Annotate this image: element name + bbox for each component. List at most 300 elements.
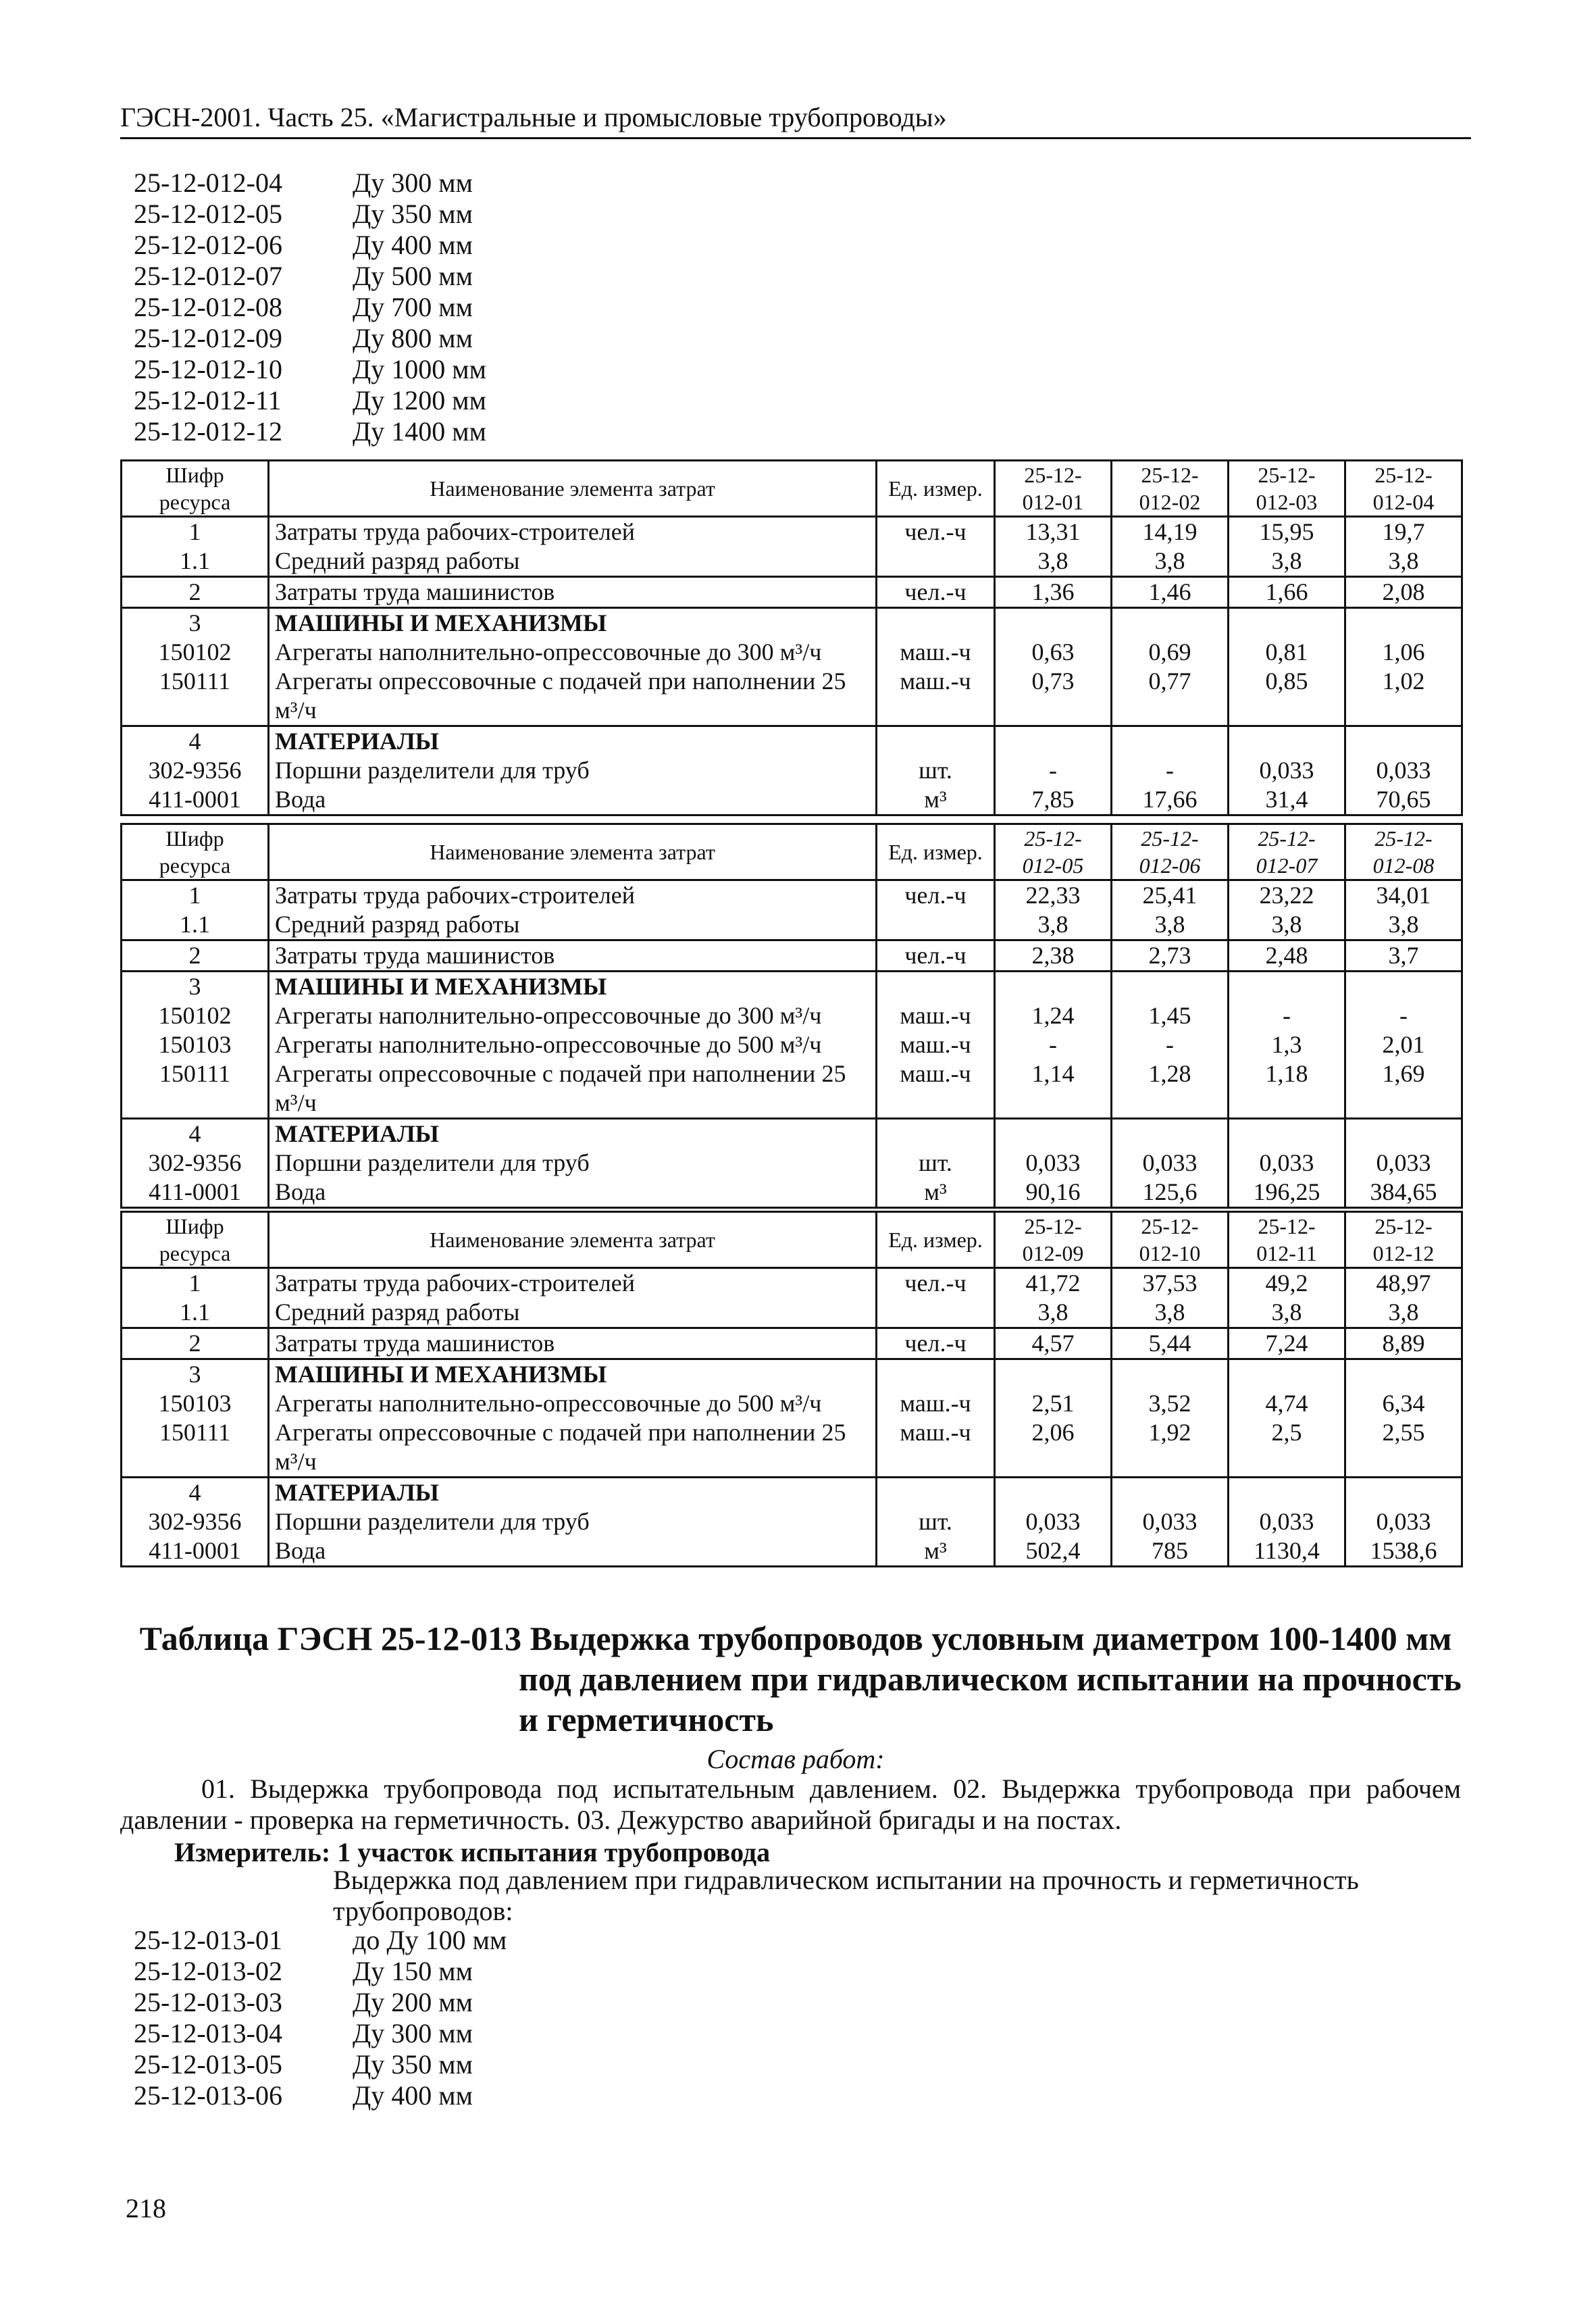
table-row [122,726,1462,757]
value-cell: 0,77 [1112,667,1229,726]
value-cell: 2,55 [1345,1418,1462,1478]
resource-cipher: 4 [122,1119,269,1149]
unit-cell: шт. [877,1149,995,1178]
diameter-label: Ду 500 мм [353,261,473,291]
value-cell [1229,726,1345,757]
value-cell: 5,44 [1112,1328,1229,1359]
unit-cell: маш.-ч [877,1418,995,1478]
value-cell: 196,25 [1229,1178,1345,1208]
value-cell [995,1478,1112,1508]
value-cell: 7,85 [995,785,1112,815]
norm-code-line2: 012-01 [1022,490,1084,514]
value-cell [995,1119,1112,1149]
cost-element-name: МАШИНЫ И МЕХАНИЗМЫ [269,608,877,638]
measure-description: Выдержка под давлением при гидравлическом испытании на прочность и герметичность трубопроводов: [333,1865,1359,1926]
cost-element-name: Агрегаты наполнительно-опрессовочные до 500 м³/ч [269,1389,877,1418]
value-cell: 0,033 [1112,1507,1229,1536]
resource-code: 25-12-012-07 [134,261,282,291]
resource-code: 25-12-013-02 [134,1956,282,1986]
value-cell: 2,08 [1345,577,1462,608]
value-cell: 13,31 [995,517,1112,547]
diameter-label: Ду 400 мм [353,230,473,260]
value-cell: 1,66 [1229,577,1345,608]
norm-code-line1: 25-12- [1374,463,1433,487]
value-cell: 1,92 [1112,1418,1229,1478]
cost-element-name: Затраты труда рабочих-строителей [269,517,877,547]
value-cell: 1,14 [995,1059,1112,1119]
cost-element-name: Затраты труда рабочих-строителей [269,880,877,911]
norm-code-line1: 25-12- [1258,1214,1316,1238]
value-cell: 3,8 [1229,910,1345,940]
norm-code-line2: 012-03 [1256,490,1318,514]
unit-cell: чел.-ч [877,880,995,911]
diameter-label: Ду 700 мм [353,292,473,322]
value-cell: 0,033 [1345,756,1462,785]
diameter-label: Ду 300 мм [353,2018,473,2048]
table-row [122,756,1462,785]
code-row [134,2049,507,2080]
code-row [134,1925,507,1956]
resource-cipher: 150102 [122,1001,269,1030]
table-row [122,972,1462,1002]
norm-code-header [1345,824,1462,880]
diameter-label: Ду 300 мм [353,168,473,198]
norm-code-line1: 25-12- [1141,463,1199,487]
resource-cipher: 411-0001 [122,1178,269,1208]
value-cell: 7,24 [1229,1328,1345,1359]
resource-code: 25-12-013-01 [134,1925,282,1955]
resource-cipher: 150111 [122,1418,269,1478]
unit-cell: маш.-ч [877,1001,995,1030]
value-cell: 34,01 [1345,880,1462,911]
code-row [134,1987,507,2018]
value-cell: 2,5 [1229,1418,1345,1478]
value-cell: 3,8 [1229,1298,1345,1328]
resource-code: 25-12-012-10 [134,354,282,384]
diameter-label: Ду 1000 мм [353,354,486,384]
norm-code-header [995,461,1112,517]
value-cell: 3,8 [995,1298,1112,1328]
code-row [134,168,486,199]
value-cell: 0,033 [1345,1507,1462,1536]
value-cell: 3,8 [995,547,1112,577]
value-cell: 3,8 [995,910,1112,940]
table-row [122,1178,1462,1208]
resource-cipher: 1.1 [122,547,269,577]
value-cell: 3,8 [1112,910,1229,940]
value-cell: 2,48 [1229,940,1345,972]
table-row [122,1507,1462,1536]
resource-code: 25-12-013-06 [134,2080,282,2111]
value-cell: 3,8 [1345,547,1462,577]
value-cell: 1,3 [1229,1030,1345,1059]
table-row [122,940,1462,972]
code-row [134,261,486,292]
work-composition-label: Состав работ: [706,1744,885,1774]
cipher-header [122,824,269,880]
value-cell [995,726,1112,757]
value-cell [1345,608,1462,638]
unit-cell [877,1478,995,1508]
norm-code-header [995,824,1112,880]
resource-cipher: 3 [122,608,269,638]
unit-cell: маш.-ч [877,638,995,667]
value-cell: 1130,4 [1229,1536,1345,1567]
table-row [122,1328,1462,1359]
unit-cell [877,910,995,940]
value-cell: - [1345,1001,1462,1030]
code-row [134,199,486,230]
value-cell: 2,38 [995,940,1112,972]
cost-element-name: Средний разряд работы [269,547,877,577]
code-row [134,385,486,416]
value-cell: 1,36 [995,577,1112,608]
value-cell: 0,033 [1112,1149,1229,1178]
value-cell [995,972,1112,1002]
table-row [122,1001,1462,1030]
norm-code-line2: 012-04 [1372,490,1435,514]
running-header: ГЭСН-2001. Часть 25. «Магистральные и промысловые трубопроводы» [120,101,1471,139]
resource-cipher: 4 [122,726,269,757]
diameter-label: Ду 150 мм [353,1956,473,1986]
resource-cipher: 150102 [122,638,269,667]
measure-unit: Измеритель: 1 участок испытания трубопровода [174,1837,771,1867]
resource-cipher: 150103 [122,1030,269,1059]
code-row [134,416,486,447]
resource-code: 25-12-012-06 [134,230,282,260]
unit-cell [877,1359,995,1390]
resource-cipher: 1 [122,1268,269,1299]
resource-cipher: 302-9356 [122,756,269,785]
value-cell: - [995,1030,1112,1059]
diameter-label: Ду 800 мм [353,323,473,353]
value-cell [1112,972,1229,1002]
resource-cipher: 302-9356 [122,1507,269,1536]
value-cell: 0,85 [1229,667,1345,726]
value-cell: 19,7 [1345,517,1462,547]
resource-cipher: 411-0001 [122,785,269,815]
resource-cipher: 150103 [122,1389,269,1418]
value-cell [995,608,1112,638]
value-cell: 0,033 [1229,756,1345,785]
value-cell [1112,1359,1229,1390]
diameter-label: Ду 200 мм [353,1987,473,2017]
value-cell: 0,033 [1345,1149,1462,1178]
norm-code-header [1345,1212,1462,1268]
resource-cipher: 2 [122,577,269,608]
value-cell: 41,72 [995,1268,1112,1299]
cost-element-name: Затраты труда машинистов [269,940,877,972]
table-row [122,1359,1462,1390]
unit-cell: шт. [877,1507,995,1536]
name-header: Наименование элемента затрат [269,461,877,517]
value-cell: 785 [1112,1536,1229,1567]
value-cell: 31,4 [1229,785,1345,815]
cipher-header [122,461,269,517]
unit-cell: маш.-ч [877,667,995,726]
norm-code-line2: 012-02 [1139,490,1201,514]
norm-code-line1: 25-12- [1258,826,1316,851]
resource-cipher: 150111 [122,1059,269,1119]
resource-cipher: 2 [122,940,269,972]
page-number: 218 [126,2193,166,2223]
value-cell [1345,1359,1462,1390]
value-cell: - [1229,1001,1345,1030]
resource-code: 25-12-012-11 [134,385,282,416]
codes-list-bottom [134,1925,507,2111]
resource-code: 25-12-013-03 [134,1987,282,2017]
value-cell [1345,1119,1462,1149]
value-cell: 3,7 [1345,940,1462,972]
table-row [122,1536,1462,1567]
value-cell: 1,02 [1345,667,1462,726]
norm-code-header [1229,1212,1345,1268]
value-cell: 0,033 [1229,1149,1345,1178]
table-header-row [122,1212,1462,1268]
table-row [122,1389,1462,1418]
diameter-label: до Ду 100 мм [353,1925,507,1955]
value-cell: 6,34 [1345,1389,1462,1418]
value-cell: 90,16 [995,1178,1112,1208]
name-header: Наименование элемента затрат [269,1212,877,1268]
cipher-header [122,1212,269,1268]
value-cell: 3,52 [1112,1389,1229,1418]
unit-cell [877,972,995,1002]
value-cell: 1,46 [1112,577,1229,608]
value-cell: 1,69 [1345,1059,1462,1119]
norm-code-header [1112,461,1229,517]
resource-cipher: 302-9356 [122,1149,269,1178]
cipher-header-line1: Шифр [165,463,224,487]
value-cell: 1538,6 [1345,1536,1462,1567]
norm-code-line1: 25-12- [1024,1214,1082,1238]
value-cell: 37,53 [1112,1268,1229,1299]
unit-cell: маш.-ч [877,1030,995,1059]
cost-element-name: Агрегаты опрессовочные с подачей при наполнении 25 м³/ч [269,1059,877,1119]
unit-cell: м³ [877,1178,995,1208]
value-cell: 3,8 [1112,547,1229,577]
cost-element-name: Вода [269,785,877,815]
value-cell: 23,22 [1229,880,1345,911]
table-row [122,1268,1462,1299]
cipher-header-line1: Шифр [165,1214,224,1238]
code-row [134,354,486,385]
norm-code-line1: 25-12- [1141,1214,1199,1238]
resource-cipher: 1 [122,517,269,547]
norm-code-line1: 25-12- [1374,826,1433,851]
value-cell: 2,01 [1345,1030,1462,1059]
cost-element-name: Агрегаты наполнительно-опрессовочные до 300 м³/ч [269,638,877,667]
resource-cipher: 1.1 [122,1298,269,1328]
resource-cipher: 3 [122,972,269,1002]
cipher-header-line2: ресурса [159,490,231,514]
cost-element-name: МАШИНЫ И МЕХАНИЗМЫ [269,972,877,1002]
table-row [122,547,1462,577]
table-row [122,1030,1462,1059]
value-cell: 3,8 [1345,910,1462,940]
cost-element-name: Поршни разделители для труб [269,1149,877,1178]
value-cell [1345,1478,1462,1508]
unit-cell: м³ [877,785,995,815]
value-cell [1229,1359,1345,1390]
value-cell: 0,73 [995,667,1112,726]
norm-code-header [1345,461,1462,517]
diameter-label: Ду 1400 мм [353,416,486,447]
value-cell [1112,726,1229,757]
value-cell: 1,24 [995,1001,1112,1030]
cost-element-name: Затраты труда рабочих-строителей [269,1268,877,1299]
value-cell: 0,033 [995,1149,1112,1178]
table-header-row [122,461,1462,517]
value-cell: 1,28 [1112,1059,1229,1119]
cost-element-name: Поршни разделители для труб [269,756,877,785]
value-cell: - [995,756,1112,785]
unit-cell [877,547,995,577]
value-cell: 3,8 [1112,1298,1229,1328]
code-row [134,1956,507,1987]
table-row [122,1059,1462,1119]
norm-code-line1: 25-12- [1258,463,1316,487]
value-cell: 1,06 [1345,638,1462,667]
diameter-label: Ду 400 мм [353,2080,473,2111]
norm-code-header [1112,824,1229,880]
value-cell: 0,033 [995,1507,1112,1536]
value-cell: - [1112,756,1229,785]
code-row [134,2018,507,2049]
norm-code-header [995,1212,1112,1268]
value-cell [1345,972,1462,1002]
resource-table [120,459,1463,816]
resource-cipher: 2 [122,1328,269,1359]
value-cell: 1,18 [1229,1059,1345,1119]
value-cell: 0,033 [1229,1507,1345,1536]
cost-element-name: Вода [269,1536,877,1567]
resource-code: 25-12-013-04 [134,2018,282,2048]
code-row [134,2080,507,2111]
resource-cipher: 3 [122,1359,269,1390]
norm-code-line2: 012-06 [1139,853,1201,878]
unit-cell: маш.-ч [877,1389,995,1418]
resource-code: 25-12-012-08 [134,292,282,322]
cost-element-name: Вода [269,1178,877,1208]
code-row [134,230,486,261]
unit-cell: чел.-ч [877,1268,995,1299]
resource-cipher: 1.1 [122,910,269,940]
value-cell: 17,66 [1112,785,1229,815]
resource-code: 25-12-012-12 [134,416,282,447]
resource-code: 25-12-013-05 [134,2049,282,2080]
norm-code-line2: 012-12 [1372,1241,1435,1265]
resource-code: 25-12-012-05 [134,199,282,229]
value-cell: 8,89 [1345,1328,1462,1359]
table-row [122,608,1462,638]
value-cell: 25,41 [1112,880,1229,911]
name-header: Наименование элемента затрат [269,824,877,880]
cost-element-name: МАШИНЫ И МЕХАНИЗМЫ [269,1359,877,1390]
value-cell: 22,33 [995,880,1112,911]
value-cell: 0,69 [1112,638,1229,667]
norm-code-header [1229,461,1345,517]
section-title [120,1618,1471,1740]
section-title-line1: Таблица ГЭСН 25-12-013 Выдержка трубопроводов условным диаметром 100-1400 мм [139,1619,1452,1657]
norm-code-line1: 25-12- [1024,463,1082,487]
resource-cipher: 411-0001 [122,1536,269,1567]
cost-element-name: Поршни разделители для труб [269,1507,877,1536]
cipher-header-line2: ресурса [159,853,231,878]
norm-code-line1: 25-12- [1374,1214,1433,1238]
value-cell: 0,63 [995,638,1112,667]
section-title-line2: под давлением при гидравлическом испытании на прочность [519,1660,1462,1698]
value-cell [1112,1119,1229,1149]
cost-element-name: Агрегаты опрессовочные с подачей при наполнении 25 м³/ч [269,1418,877,1478]
section-title-line3: и герметичность [519,1701,774,1738]
norm-code-line2: 012-09 [1022,1241,1084,1265]
codes-list-top [134,168,486,447]
cost-element-name: Затраты труда машинистов [269,1328,877,1359]
table-row [122,1149,1462,1178]
value-cell [1345,726,1462,757]
value-cell: 2,73 [1112,940,1229,972]
value-cell: 0,81 [1229,638,1345,667]
value-cell [1229,1478,1345,1508]
resource-table [120,823,1463,1209]
value-cell: 14,19 [1112,517,1229,547]
unit-cell [877,1298,995,1328]
value-cell: 2,06 [995,1418,1112,1478]
table-header-row [122,824,1462,880]
value-cell: 1,45 [1112,1001,1229,1030]
resource-table [120,1211,1463,1567]
resource-cipher: 4 [122,1478,269,1508]
value-cell: 15,95 [1229,517,1345,547]
value-cell [1229,608,1345,638]
table-row [122,880,1462,911]
work-composition-text: 01. Выдержка трубопровода под испытательным давлением. 02. Выдержка трубопровода при рабочем давлении - проверка на герметичность. 03. Дежурство аварийной бригады и на постах. [120,1774,1461,1835]
table-row [122,910,1462,940]
cost-element-name: Средний разряд работы [269,1298,877,1328]
value-cell [1112,1478,1229,1508]
value-cell: 4,57 [995,1328,1112,1359]
norm-code-line2: 012-11 [1256,1241,1317,1265]
table-row [122,1478,1462,1508]
cost-element-name: МАТЕРИАЛЫ [269,1119,877,1149]
unit-cell: чел.-ч [877,1328,995,1359]
unit-header: Ед. измер. [877,461,995,517]
value-cell: 70,65 [1345,785,1462,815]
code-row [134,323,486,354]
cost-element-name: МАТЕРИАЛЫ [269,1478,877,1508]
table-row [122,667,1462,726]
diameter-label: Ду 350 мм [353,2049,473,2080]
value-cell: 2,51 [995,1389,1112,1418]
unit-cell [877,726,995,757]
value-cell [1112,608,1229,638]
value-cell: 502,4 [995,1536,1112,1567]
unit-header: Ед. измер. [877,1212,995,1268]
table-row [122,517,1462,547]
value-cell: 48,97 [1345,1268,1462,1299]
value-cell: 3,8 [1345,1298,1462,1328]
resource-cipher: 1 [122,880,269,911]
cipher-header-line2: ресурса [159,1241,231,1265]
resource-cipher: 150111 [122,667,269,726]
value-cell: 384,65 [1345,1178,1462,1208]
unit-cell: чел.-ч [877,517,995,547]
cost-element-name: Агрегаты наполнительно-опрессовочные до 300 м³/ч [269,1001,877,1030]
cost-element-name: МАТЕРИАЛЫ [269,726,877,757]
diameter-label: Ду 350 мм [353,199,473,229]
norm-code-line2: 012-10 [1139,1241,1201,1265]
